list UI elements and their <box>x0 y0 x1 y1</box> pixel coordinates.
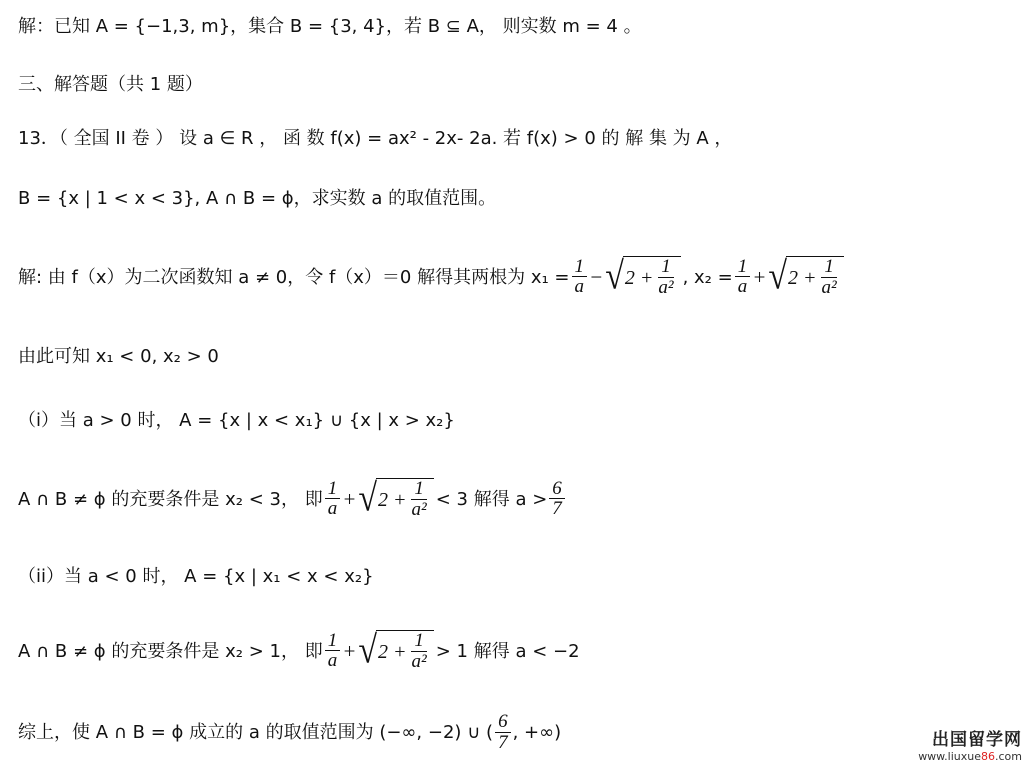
site-watermark <box>918 725 1022 763</box>
plus-sign: + <box>752 264 767 289</box>
numerator: 6 <box>495 712 511 733</box>
fraction-one-over-a-squared <box>409 479 430 521</box>
radical-sign: √ <box>358 477 378 521</box>
fraction-one-over-a-squared <box>655 257 676 299</box>
case-ii-condition-prefix: A ∩ B ≠ ϕ 的充要条件是 x₂ > 1， 即 <box>18 640 323 662</box>
watermark-url-suffix: .com <box>995 750 1022 763</box>
radical-sign: √ <box>605 255 624 299</box>
case-i-line <box>18 410 455 432</box>
denominator: a² <box>411 498 427 520</box>
problem-condition-text: B = {x | 1 < x < 3}, A ∩ B = ϕ，求实数 a 的取值范围。 <box>18 188 497 209</box>
fraction-one-over-a <box>735 257 751 299</box>
denominator: a² <box>821 276 837 298</box>
numerator: 6 <box>549 479 565 500</box>
case-ii-condition-mid: > 1 解得 a < −2 <box>435 640 580 662</box>
case-i-text: （i）当 a > 0 时， A = {x | x < x₁} ∪ {x | x > x₂} <box>18 410 455 431</box>
fraction-one-over-a <box>325 631 341 673</box>
fraction-one-over-a <box>572 257 588 299</box>
numerator: 1 <box>411 479 427 500</box>
square-root <box>605 256 680 299</box>
radicand-two-plus: 2 + <box>378 488 407 511</box>
conclusion-prefix: 综上，使 A ∩ B = ϕ 成立的 a 的取值范围为 (−∞, −2) ∪ ( <box>18 722 494 744</box>
denominator: 7 <box>498 731 508 753</box>
case-i-condition-mid: < 3 解得 a > <box>435 488 548 510</box>
numerator: 1 <box>572 257 588 278</box>
roots-line-mid: , x₂ = <box>682 266 733 288</box>
root-signs-line <box>18 346 219 368</box>
case-ii-line <box>18 566 374 588</box>
conclusion-line <box>18 712 561 754</box>
fraction-six-sevenths <box>495 712 511 754</box>
radicand <box>376 630 434 673</box>
numerator: 1 <box>325 631 341 652</box>
fraction-six-sevenths <box>549 479 565 521</box>
denominator: a <box>574 276 585 298</box>
roots-line-prefix: 解: 由 f（x）为二次函数知 a ≠ 0，令 f（x）＝0 解得其两根为 x₁ = <box>18 266 570 288</box>
line-1-text: 解：已知 A = {−1,3, m}，集合 B = {3, 4}，若 B ⊆ A， 则实数 m = 4 。 <box>18 16 642 37</box>
watermark-url <box>918 750 1022 763</box>
case-i-condition-prefix: A ∩ B ≠ ϕ 的充要条件是 x₂ < 3， 即 <box>18 488 323 510</box>
numerator: 1 <box>411 631 427 652</box>
problem-condition <box>18 188 496 210</box>
line-1 <box>18 16 642 38</box>
radicand <box>623 256 681 299</box>
denominator: a <box>737 276 748 298</box>
case-i-condition <box>18 478 567 521</box>
numerator: 1 <box>325 479 341 500</box>
denominator: a <box>327 498 338 520</box>
denominator: a <box>327 650 338 672</box>
case-ii-condition <box>18 630 580 673</box>
fraction-one-over-a <box>325 479 341 521</box>
watermark-title: 出国留学网 <box>932 730 1022 750</box>
denominator: a² <box>658 276 674 298</box>
problem-statement <box>18 128 732 150</box>
numerator: 1 <box>821 257 837 278</box>
minus-sign: − <box>589 264 604 289</box>
radicand <box>376 478 434 521</box>
radicand-two-plus: 2 + <box>788 266 817 289</box>
case-ii-text: （ii）当 a < 0 时， A = {x | x₁ < x < x₂} <box>18 566 374 587</box>
radicand-two-plus: 2 + <box>624 266 654 289</box>
plus-sign: + <box>342 486 357 511</box>
radicand <box>786 256 844 299</box>
watermark-url-highlight: 86 <box>981 750 995 763</box>
problem-statement-text: 13．（ 全国 II 卷 ） 设 a ∈ R ， 函 数 f(x) = ax² - 2x- 2a. 若 f(x) > 0 的 解 集 为 A ， <box>18 128 733 149</box>
numerator: 1 <box>658 257 674 278</box>
section-heading-text: 三、解答题（共 1 题） <box>18 74 203 95</box>
denominator: 7 <box>552 498 562 520</box>
section-heading <box>18 74 203 96</box>
conclusion-suffix: , +∞) <box>512 722 562 744</box>
square-root <box>358 478 433 521</box>
plus-sign: + <box>342 638 357 663</box>
square-root <box>358 630 433 673</box>
denominator: a² <box>411 650 427 672</box>
fraction-one-over-a-squared <box>819 257 840 299</box>
fraction-one-over-a-squared <box>409 631 430 673</box>
radical-sign: √ <box>358 629 378 673</box>
root-signs-text: 由此可知 x₁ < 0, x₂ > 0 <box>18 346 219 367</box>
watermark-url-prefix: www.liuxue <box>918 750 981 763</box>
square-root <box>768 256 843 299</box>
radicand-two-plus: 2 + <box>378 640 407 663</box>
numerator: 1 <box>735 257 751 278</box>
radical-sign: √ <box>768 255 788 299</box>
roots-line <box>18 256 846 299</box>
